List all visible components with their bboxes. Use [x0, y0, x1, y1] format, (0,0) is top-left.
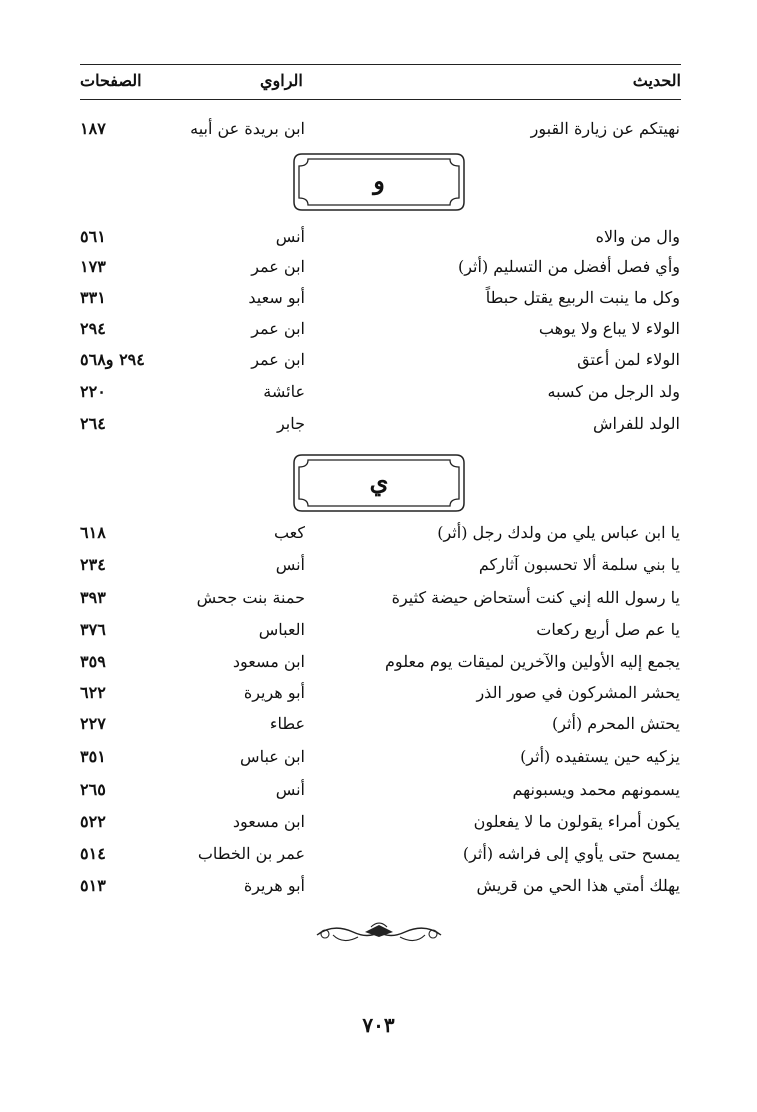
page-ref: ٣٧٦ [80, 620, 106, 639]
hadith-text: وأي فصل أفضل من التسليم (أثر) [457, 257, 680, 276]
table-header [80, 64, 681, 100]
hadith-text: يجمع إليه الأولين والآخرين لميقات يوم معلوم [385, 652, 680, 671]
hadith-text: يسمونهم محمد ويسبونهم [512, 780, 680, 799]
narrator-name: جابر [276, 414, 305, 433]
hadith-text: يا عم صل أربع ركعات [536, 620, 680, 639]
table-row [0, 252, 757, 282]
table-row [0, 615, 757, 645]
narrator-name: ابن عمر [251, 319, 305, 338]
page-ref: ٦٢٢ [80, 683, 106, 702]
table-row [0, 518, 757, 548]
narrator-name: أنس [275, 780, 305, 799]
narrator-name: ابن بريدة عن أبيه [190, 119, 305, 138]
hadith-text: يا ابن عباس يلي من ولدك رجل (أثر) [437, 523, 680, 542]
section-letter: و [373, 166, 385, 195]
narrator-name: عطاء [269, 714, 305, 733]
header-narrator: الراوي [260, 71, 303, 90]
table-row [0, 709, 757, 739]
hadith-text: الولاء لمن أعتق [577, 350, 680, 369]
header-hadith: الحديث [632, 71, 681, 90]
table-row [0, 283, 757, 313]
table-row [0, 807, 757, 837]
narrator-name: أنس [275, 227, 305, 246]
page-ref: ١٨٧ [80, 119, 106, 138]
table-row [0, 314, 757, 344]
hadith-text: يمسح حتى يأوي إلى فراشه (أثر) [462, 844, 680, 863]
hadith-text: ولد الرجل من كسبه [547, 382, 680, 401]
hadith-text: يكون أمراء يقولون ما لا يفعلون [473, 812, 680, 831]
table-row [0, 377, 757, 407]
page-ref: ٦١٨ [80, 523, 106, 542]
decorative-ornament-icon [313, 915, 445, 947]
table-row [0, 871, 757, 901]
table-row [0, 839, 757, 869]
section-heading-waw [292, 152, 466, 212]
hadith-text: وكل ما ينبت الربيع يقتل حبطاً [485, 288, 680, 307]
section-heading-ya [292, 453, 466, 513]
page-ref: ٥١٤ [80, 844, 106, 863]
narrator-name: عمر بن الخطاب [197, 844, 305, 863]
narrator-name: ابن عمر [251, 350, 305, 369]
narrator-name: ابن عمر [251, 257, 305, 276]
table-row [0, 678, 757, 708]
narrator-name: العباس [258, 620, 305, 639]
hadith-text: يحتش المحرم (أثر) [551, 714, 680, 733]
hadith-text: الولد للفراش [592, 414, 680, 433]
page-ref: ٥١٣ [80, 876, 106, 895]
page-ref: ٢٩٤ و٥٦٨ [80, 350, 145, 369]
narrator-name: كعب [273, 523, 305, 542]
page-ref: ٥٦١ [80, 227, 106, 246]
narrator-name: ابن مسعود [232, 652, 305, 671]
header-pages: الصفحات [80, 71, 142, 90]
narrator-name: عائشة [263, 382, 305, 401]
narrator-name: حمنة بنت جحش [196, 588, 305, 607]
hadith-text: يا بني سلمة ألا تحسبون آثاركم [478, 555, 680, 574]
hadith-text: يحشر المشركون في صور الذر [476, 683, 680, 702]
page-ref: ٢٦٤ [80, 414, 106, 433]
table-row [0, 345, 757, 375]
page-ref: ٣٥٩ [80, 652, 106, 671]
page-ref: ٥٢٢ [80, 812, 106, 831]
table-row [0, 647, 757, 677]
page-ref: ٢٢٠ [80, 382, 106, 401]
table-row [0, 409, 757, 439]
hadith-text: يا رسول الله إني كنت أستحاض حيضة كثيرة [391, 588, 680, 607]
section-letter: ي [369, 467, 389, 496]
hadith-text: الولاء لا يباع ولا يوهب [538, 319, 680, 338]
hadith-text: نهيتكم عن زيارة القبور [530, 119, 680, 138]
page-ref: ٢٢٧ [80, 714, 106, 733]
table-row [0, 742, 757, 772]
page-number: ٧٠٣ [362, 1013, 395, 1037]
table-row [0, 775, 757, 805]
narrator-name: ابن عباس [240, 747, 305, 766]
page-ref: ٣٣١ [80, 288, 106, 307]
narrator-name: أبو هريرة [243, 683, 305, 702]
hadith-text: يهلك أمتي هذا الحي من قريش [476, 876, 680, 895]
narrator-name: أبو هريرة [243, 876, 305, 895]
page-ref: ٣٩٣ [80, 588, 106, 607]
page-ref: ٢٣٤ [80, 555, 106, 574]
narrator-name: أنس [275, 555, 305, 574]
table-row [0, 550, 757, 580]
hadith-text: يزكيه حين يستفيده (أثر) [520, 747, 680, 766]
page-ref: ١٧٣ [80, 257, 106, 276]
table-row [0, 583, 757, 613]
table-row [0, 222, 757, 252]
page-ref: ٣٥١ [80, 747, 106, 766]
page-ref: ٢٩٤ [80, 319, 106, 338]
page-ref: ٢٦٥ [80, 780, 106, 799]
hadith-text: وال من والاه [595, 227, 680, 246]
table-row [0, 114, 757, 144]
narrator-name: أبو سعيد [248, 288, 305, 307]
narrator-name: ابن مسعود [232, 812, 305, 831]
